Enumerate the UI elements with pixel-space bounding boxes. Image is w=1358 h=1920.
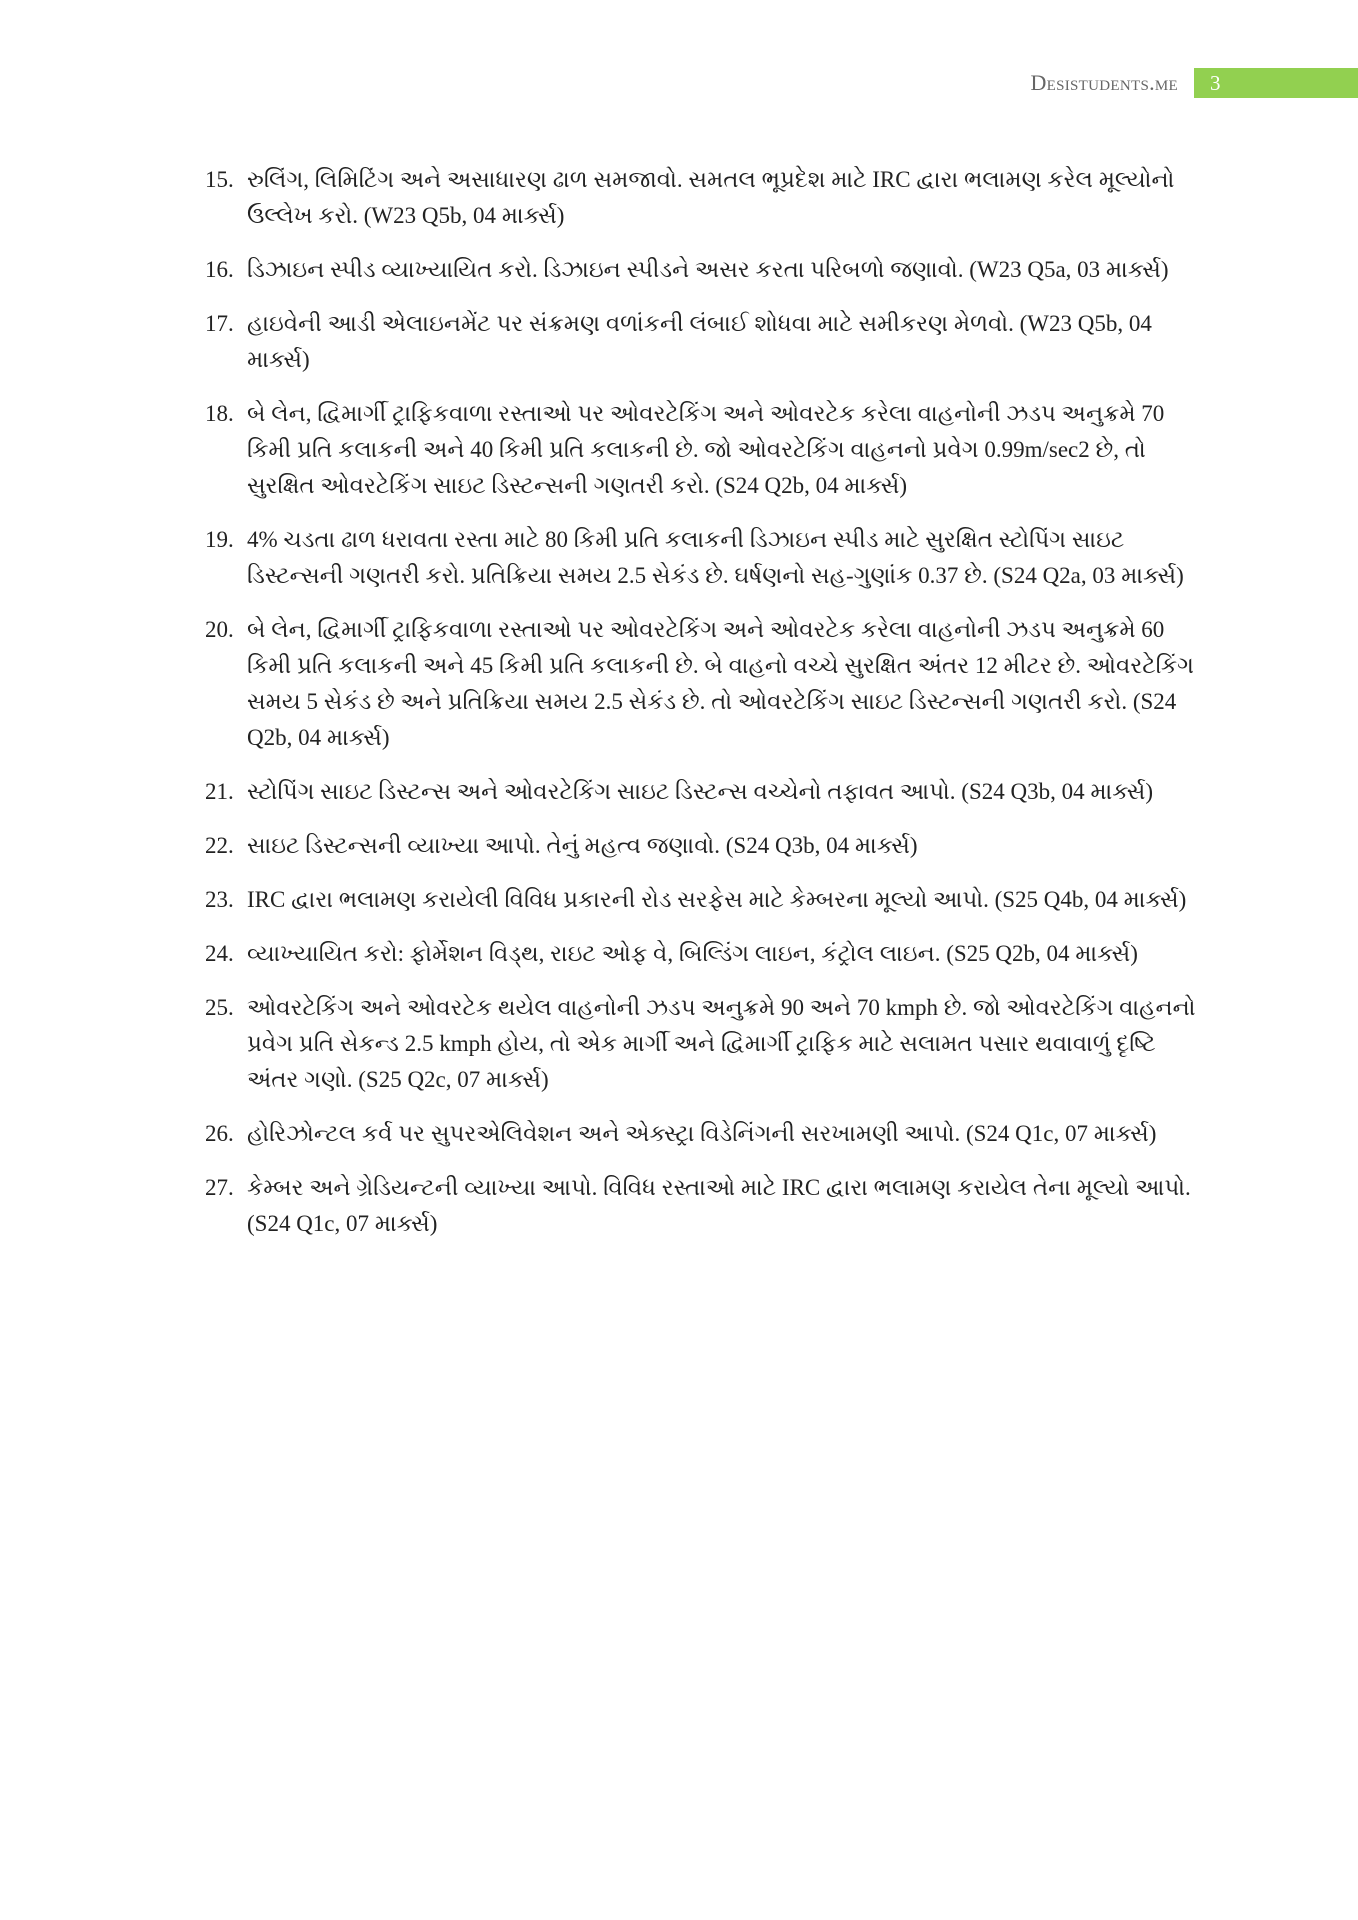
question-text: ઓવરટેકિંગ અને ઓવરટેક થયેલ વાહનોની ઝડપ અનુક્રમે 90 અને 70 kmph છે. જો ઓવરટેકિંગ વાહનનો પ્રવેગ પ્રતિ સેકન્ડ 2.5 kmph હોય, તો એક માર્ગી અને દ્વિમાર્ગી ટ્રાફિક માટે સલામત પસાર થવાવાળું દૃષ્ટિ અંતર ગણો. (S25 Q2c, 07 માર્ક્સ) [247, 995, 1196, 1092]
question-text: IRC દ્વારા ભલામણ કરાયેલી વિવિધ પ્રકારની રોડ સરફેસ માટે કેમ્બરના મૂલ્યો આપો. (S25 Q4b, 04 માર્ક્સ) [247, 887, 1187, 912]
question-item [205, 162, 1205, 234]
question-number: 21. [205, 779, 234, 804]
question-item [205, 936, 1205, 972]
question-text: ડિઝાઇન સ્પીડ વ્યાખ્યાયિત કરો. ડિઝાઇન સ્પીડને અસર કરતા પરિબળો જણાવો. (W23 Q5a, 03 માર્ક્સ) [247, 257, 1169, 282]
question-number: 19. [205, 527, 234, 552]
question-item [205, 990, 1205, 1098]
question-item [205, 774, 1205, 810]
question-item [205, 828, 1205, 864]
question-number: 16. [205, 257, 234, 282]
question-number: 20. [205, 617, 234, 642]
question-text: સાઇટ ડિસ્ટન્સની વ્યાખ્યા આપો. તેનું મહત્વ જણાવો. (S24 Q3b, 04 માર્ક્સ) [247, 833, 918, 858]
question-text: હોરિઝોન્ટલ કર્વ પર સુપરએલિવેશન અને એક્સ્ટ્રા વિડેનિંગની સરખામણી આપો. (S24 Q1c, 07 માર્ક્સ) [247, 1121, 1157, 1146]
question-item [205, 1170, 1205, 1242]
question-number: 27. [205, 1175, 234, 1200]
question-item [205, 396, 1205, 504]
question-text: સ્ટોપિંગ સાઇટ ડિસ્ટન્સ અને ઓવરટેકિંગ સાઇટ ડિસ્ટન્સ વચ્ચેનો તફાવત આપો. (S24 Q3b, 04 માર્ક્સ) [247, 779, 1154, 804]
question-number: 26. [205, 1121, 234, 1146]
question-text: હાઇવેની આડી એલાઇનમેંટ પર સંક્રમણ વળાંકની લંબાઈ શોધવા માટે સમીકરણ મેળવો. (W23 Q5b, 04 માર્ક્સ) [247, 311, 1152, 372]
question-text: રુલિંગ, લિમિટિંગ અને અસાધારણ ઢાળ સમજાવો. સમતલ ભૂપ્રદેશ માટે IRC દ્વારા ભલામણ કરેલ મૂલ્યોનો ઉલ્લેખ કરો. (W23 Q5b, 04 માર્ક્સ) [247, 167, 1175, 228]
question-text: બે લેન, દ્વિમાર્ગી ટ્રાફિકવાળા રસ્તાઓ પર ઓવરટેકિંગ અને ઓવરટેક કરેલા વાહનોની ઝડપ અનુક્રમે 70 કિમી પ્રતિ કલાકની અને 40 કિમી પ્રતિ કલાકની છે. જો ઓવરટેકિંગ વાહનનો પ્રવેગ 0.99m/sec2 છે, તો સુરક્ષિત ઓવરટેકિંગ સાઇટ ડિસ્ટન્સની ગણતરી કરો. (S24 Q2b, 04 માર્ક્સ) [247, 401, 1165, 498]
question-item [205, 612, 1205, 756]
question-item [205, 522, 1205, 594]
question-text: કેમ્બર અને ગ્રેડિયન્ટની વ્યાખ્યા આપો. વિવિધ રસ્તાઓ માટે IRC દ્વારા ભલામણ કરાયેલ તેના મૂલ્યો આપો. (S24 Q1c, 07 માર્ક્સ) [247, 1175, 1191, 1236]
question-number: 22. [205, 833, 234, 858]
question-number: 24. [205, 941, 234, 966]
question-number: 23. [205, 887, 234, 912]
question-number: 15. [205, 167, 234, 192]
question-item [205, 252, 1205, 288]
site-name: Desistudents.me [1030, 70, 1178, 95]
question-number: 25. [205, 995, 234, 1020]
page-number: 3 [1194, 68, 1358, 98]
question-item [205, 306, 1205, 378]
page-header [1030, 68, 1358, 98]
question-text: વ્યાખ્યાયિત કરો: ફોર્મેશન વિડ્થ, રાઇટ ઓફ વે, બિલ્ડિંગ લાઇન, કંટ્રોલ લાઇન. (S25 Q2b, 04 માર્ક્સ) [247, 941, 1138, 966]
question-item [205, 1116, 1205, 1152]
question-list [205, 162, 1205, 1260]
question-number: 17. [205, 311, 234, 336]
question-text: 4% ચડતા ઢાળ ધરાવતા રસ્તા માટે 80 કિમી પ્રતિ કલાકની ડિઝાઇન સ્પીડ માટે સુરક્ષિત સ્ટોપિંગ સાઇટ ડિસ્ટન્સની ગણતરી કરો. પ્રતિક્રિયા સમય 2.5 સેકંડ છે. ઘર્ષણનો સહ-ગુણાંક 0.37 છે. (S24 Q2a, 03 માર્ક્સ) [247, 527, 1184, 588]
question-number: 18. [205, 401, 234, 426]
question-text: બે લેન, દ્વિમાર્ગી ટ્રાફિકવાળા રસ્તાઓ પર ઓવરટેકિંગ અને ઓવરટેક કરેલા વાહનોની ઝડપ અનુક્રમે 60 કિમી પ્રતિ કલાકની અને 45 કિમી પ્રતિ કલાકની છે. બે વાહનો વચ્ચે સુરક્ષિત અંતર 12 મીટર છે. ઓવરટેકિંગ સમય 5 સેકંડ છે અને પ્રતિક્રિયા સમય 2.5 સેકંડ છે. તો ઓવરટેકિંગ સાઇટ ડિસ્ટન્સની ગણતરી કરો. (S24 Q2b, 04 માર્ક્સ) [247, 617, 1194, 750]
question-item [205, 882, 1205, 918]
